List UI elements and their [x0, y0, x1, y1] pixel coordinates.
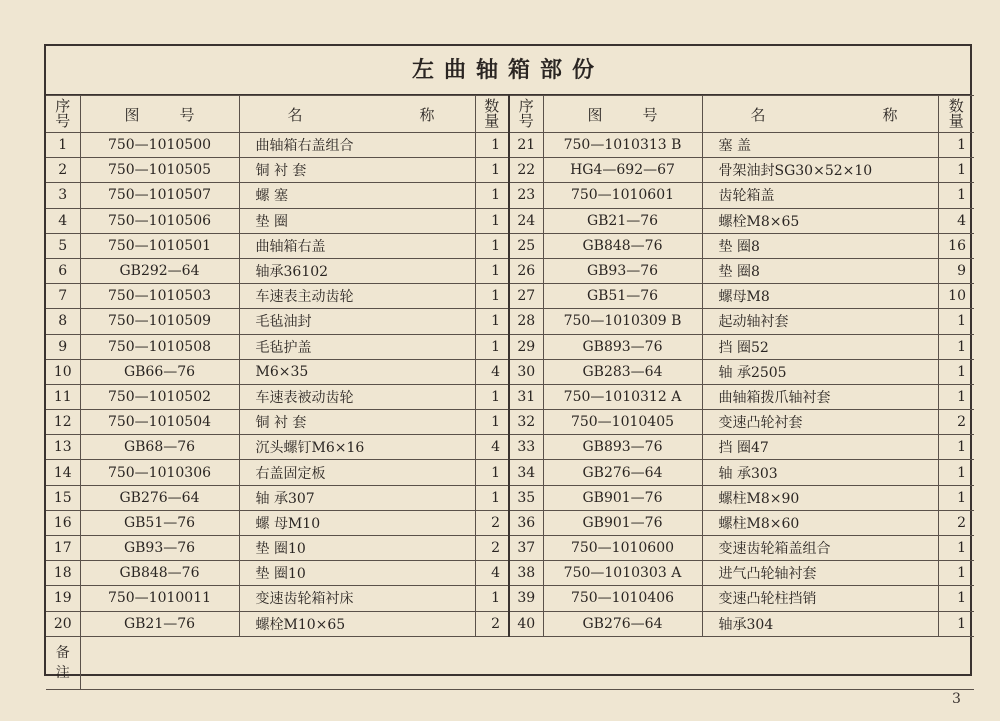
row-seq: 10: [46, 359, 80, 384]
row-drawing-no: 750—1010509: [80, 309, 239, 334]
row-drawing-no: 750—1010507: [80, 183, 239, 208]
table-row: [46, 586, 974, 611]
row-name: 轴承36102: [239, 258, 475, 283]
row-name: 变速齿轮箱衬床: [239, 586, 475, 611]
header-name-right: 名 称: [702, 96, 938, 133]
row-qty: 1: [475, 233, 509, 258]
table-row: [46, 208, 974, 233]
row-seq: 5: [46, 233, 80, 258]
row-name: 毛毡护盖: [239, 334, 475, 359]
row-qty: 2: [475, 536, 509, 561]
row-drawing-no: 750—1010303 A: [543, 561, 702, 586]
row-drawing-no: GB901—76: [543, 485, 702, 510]
parts-table: [46, 95, 974, 690]
row-name: 起动轴衬套: [702, 309, 938, 334]
row-name: 变速凸轮衬套: [702, 410, 938, 435]
row-qty: 1: [475, 208, 509, 233]
row-name: 轴 承303: [702, 460, 938, 485]
row-seq: 30: [509, 359, 543, 384]
row-drawing-no: 750—1010406: [543, 586, 702, 611]
table-header-row: [46, 96, 974, 133]
row-qty: 2: [938, 410, 974, 435]
row-qty: 4: [475, 561, 509, 586]
row-name: 垫 圈8: [702, 258, 938, 283]
header-qty-right: 数 量: [938, 96, 974, 133]
row-drawing-no: 750—1010313 B: [543, 133, 702, 158]
row-name: 螺柱M8×90: [702, 485, 938, 510]
row-name: 螺 母M10: [239, 510, 475, 535]
table-row: [46, 435, 974, 460]
table-row: [46, 258, 974, 283]
row-drawing-no: GB93—76: [80, 536, 239, 561]
row-seq: 11: [46, 384, 80, 409]
row-seq: 3: [46, 183, 80, 208]
row-drawing-no: GB51—76: [80, 510, 239, 535]
table-row: [46, 510, 974, 535]
row-drawing-no: GB66—76: [80, 359, 239, 384]
row-name: 挡 圈52: [702, 334, 938, 359]
row-qty: 1: [475, 460, 509, 485]
row-name: 螺 塞: [239, 183, 475, 208]
row-name: 螺母M8: [702, 284, 938, 309]
row-seq: 26: [509, 258, 543, 283]
row-seq: 16: [46, 510, 80, 535]
row-name: 轴 承2505: [702, 359, 938, 384]
row-name: 骨架油封SG30×52×10: [702, 158, 938, 183]
row-qty: 1: [938, 384, 974, 409]
row-name: 挡 圈47: [702, 435, 938, 460]
row-seq: 39: [509, 586, 543, 611]
row-name: 车速表被动齿轮: [239, 384, 475, 409]
row-seq: 13: [46, 435, 80, 460]
row-drawing-no: GB893—76: [543, 334, 702, 359]
row-qty: 4: [475, 435, 509, 460]
row-seq: 35: [509, 485, 543, 510]
row-seq: 21: [509, 133, 543, 158]
row-name: 垫 圈: [239, 208, 475, 233]
row-qty: 1: [475, 183, 509, 208]
row-qty: 1: [938, 435, 974, 460]
row-qty: 10: [938, 284, 974, 309]
row-drawing-no: 750—1010600: [543, 536, 702, 561]
row-drawing-no: GB848—76: [80, 561, 239, 586]
row-qty: 1: [938, 485, 974, 510]
table-row: [46, 485, 974, 510]
row-qty: 1: [475, 334, 509, 359]
row-seq: 38: [509, 561, 543, 586]
row-seq: 7: [46, 284, 80, 309]
row-seq: 28: [509, 309, 543, 334]
notes-label: 备 注: [46, 636, 80, 689]
row-drawing-no: 750—1010306: [80, 460, 239, 485]
row-qty: 1: [475, 158, 509, 183]
row-qty: 1: [938, 158, 974, 183]
row-name: 铜 衬 套: [239, 410, 475, 435]
row-drawing-no: GB901—76: [543, 510, 702, 535]
table-row: [46, 359, 974, 384]
row-seq: 33: [509, 435, 543, 460]
row-qty: 9: [938, 258, 974, 283]
row-qty: 4: [475, 359, 509, 384]
table-row: [46, 611, 974, 636]
row-drawing-no: 750—1010503: [80, 284, 239, 309]
row-qty: 2: [938, 510, 974, 535]
row-drawing-no: 750—1010506: [80, 208, 239, 233]
row-seq: 6: [46, 258, 80, 283]
row-drawing-no: GB68—76: [80, 435, 239, 460]
row-seq: 2: [46, 158, 80, 183]
row-drawing-no: GB51—76: [543, 284, 702, 309]
row-name: 垫 圈10: [239, 561, 475, 586]
row-seq: 12: [46, 410, 80, 435]
row-seq: 17: [46, 536, 80, 561]
row-qty: 1: [475, 309, 509, 334]
row-name: 螺栓M10×65: [239, 611, 475, 636]
row-name: 齿轮箱盖: [702, 183, 938, 208]
row-drawing-no: 750—1010601: [543, 183, 702, 208]
row-name: 沉头螺钉M6×16: [239, 435, 475, 460]
row-drawing-no: GB276—64: [543, 460, 702, 485]
row-name: 铜 衬 套: [239, 158, 475, 183]
row-qty: 1: [475, 485, 509, 510]
row-seq: 23: [509, 183, 543, 208]
row-drawing-no: GB848—76: [543, 233, 702, 258]
table-row: [46, 536, 974, 561]
table-row: [46, 561, 974, 586]
row-seq: 8: [46, 309, 80, 334]
row-seq: 14: [46, 460, 80, 485]
row-qty: 1: [938, 536, 974, 561]
row-name: 垫 圈10: [239, 536, 475, 561]
header-seq-right: 序 号: [509, 96, 543, 133]
row-drawing-no: GB21—76: [80, 611, 239, 636]
row-qty: 16: [938, 233, 974, 258]
row-drawing-no: 750—1010312 A: [543, 384, 702, 409]
row-name: 右盖固定板: [239, 460, 475, 485]
row-drawing-no: 750—1010504: [80, 410, 239, 435]
row-qty: 1: [475, 284, 509, 309]
row-qty: 1: [938, 309, 974, 334]
row-seq: 20: [46, 611, 80, 636]
table-row: [46, 460, 974, 485]
page-title: 左曲轴箱部份: [46, 46, 970, 95]
table-row: [46, 183, 974, 208]
row-drawing-no: GB276—64: [543, 611, 702, 636]
row-drawing-no: GB21—76: [543, 208, 702, 233]
header-drawing-no-right: 图 号: [543, 96, 702, 133]
row-qty: 1: [938, 359, 974, 384]
row-name: 变速凸轮柱挡销: [702, 586, 938, 611]
row-seq: 9: [46, 334, 80, 359]
row-qty: 1: [938, 334, 974, 359]
row-drawing-no: 750—1010501: [80, 233, 239, 258]
row-drawing-no: 750—1010502: [80, 384, 239, 409]
row-seq: 4: [46, 208, 80, 233]
row-seq: 32: [509, 410, 543, 435]
row-seq: 19: [46, 586, 80, 611]
row-qty: 1: [938, 561, 974, 586]
table-row: [46, 309, 974, 334]
table-row: [46, 384, 974, 409]
row-qty: 2: [475, 510, 509, 535]
row-seq: 31: [509, 384, 543, 409]
row-qty: 1: [938, 133, 974, 158]
parts-list-sheet: [44, 44, 972, 681]
header-qty-left: 数 量: [475, 96, 509, 133]
row-qty: 1: [938, 183, 974, 208]
row-drawing-no: HG4—692—67: [543, 158, 702, 183]
row-seq: 24: [509, 208, 543, 233]
table-row: [46, 158, 974, 183]
page-number: 3: [952, 691, 961, 707]
table-row: [46, 284, 974, 309]
table-body: [46, 133, 974, 637]
row-name: 毛毡油封: [239, 309, 475, 334]
row-drawing-no: 750—1010011: [80, 586, 239, 611]
row-qty: 1: [938, 586, 974, 611]
row-drawing-no: 750—1010309 B: [543, 309, 702, 334]
row-qty: 2: [475, 611, 509, 636]
row-seq: 29: [509, 334, 543, 359]
row-qty: 4: [938, 208, 974, 233]
row-name: 螺栓M8×65: [702, 208, 938, 233]
row-drawing-no: 750—1010508: [80, 334, 239, 359]
table-row: [46, 233, 974, 258]
row-seq: 1: [46, 133, 80, 158]
table-row: [46, 133, 974, 158]
row-seq: 27: [509, 284, 543, 309]
row-drawing-no: GB93—76: [543, 258, 702, 283]
header-name-left: 名 称: [239, 96, 475, 133]
row-name: 曲轴箱右盖组合: [239, 133, 475, 158]
row-name: M6×35: [239, 359, 475, 384]
row-drawing-no: 750—1010405: [543, 410, 702, 435]
row-name: 垫 圈8: [702, 233, 938, 258]
row-name: 进气凸轮轴衬套: [702, 561, 938, 586]
row-seq: 34: [509, 460, 543, 485]
row-name: 车速表主动齿轮: [239, 284, 475, 309]
row-name: 曲轴箱右盖: [239, 233, 475, 258]
row-drawing-no: 750—1010505: [80, 158, 239, 183]
row-seq: 18: [46, 561, 80, 586]
notes-row: [46, 636, 974, 689]
row-name: 轴 承307: [239, 485, 475, 510]
row-qty: 1: [475, 410, 509, 435]
row-drawing-no: GB893—76: [543, 435, 702, 460]
row-seq: 40: [509, 611, 543, 636]
row-qty: 1: [475, 384, 509, 409]
row-name: 曲轴箱拨爪轴衬套: [702, 384, 938, 409]
row-seq: 25: [509, 233, 543, 258]
row-qty: 1: [475, 258, 509, 283]
row-name: 螺柱M8×60: [702, 510, 938, 535]
notes-content: [80, 636, 974, 689]
row-qty: 1: [475, 586, 509, 611]
row-name: 轴承304: [702, 611, 938, 636]
row-seq: 36: [509, 510, 543, 535]
row-name: 塞 盖: [702, 133, 938, 158]
row-name: 变速齿轮箱盖组合: [702, 536, 938, 561]
table-row: [46, 334, 974, 359]
row-seq: 37: [509, 536, 543, 561]
row-drawing-no: 750—1010500: [80, 133, 239, 158]
table-row: [46, 410, 974, 435]
row-qty: 1: [475, 133, 509, 158]
row-seq: 15: [46, 485, 80, 510]
row-drawing-no: GB283—64: [543, 359, 702, 384]
row-seq: 22: [509, 158, 543, 183]
row-qty: 1: [938, 611, 974, 636]
row-drawing-no: GB276—64: [80, 485, 239, 510]
row-qty: 1: [938, 460, 974, 485]
header-drawing-no-left: 图 号: [80, 96, 239, 133]
row-drawing-no: GB292—64: [80, 258, 239, 283]
header-seq-left: 序 号: [46, 96, 80, 133]
